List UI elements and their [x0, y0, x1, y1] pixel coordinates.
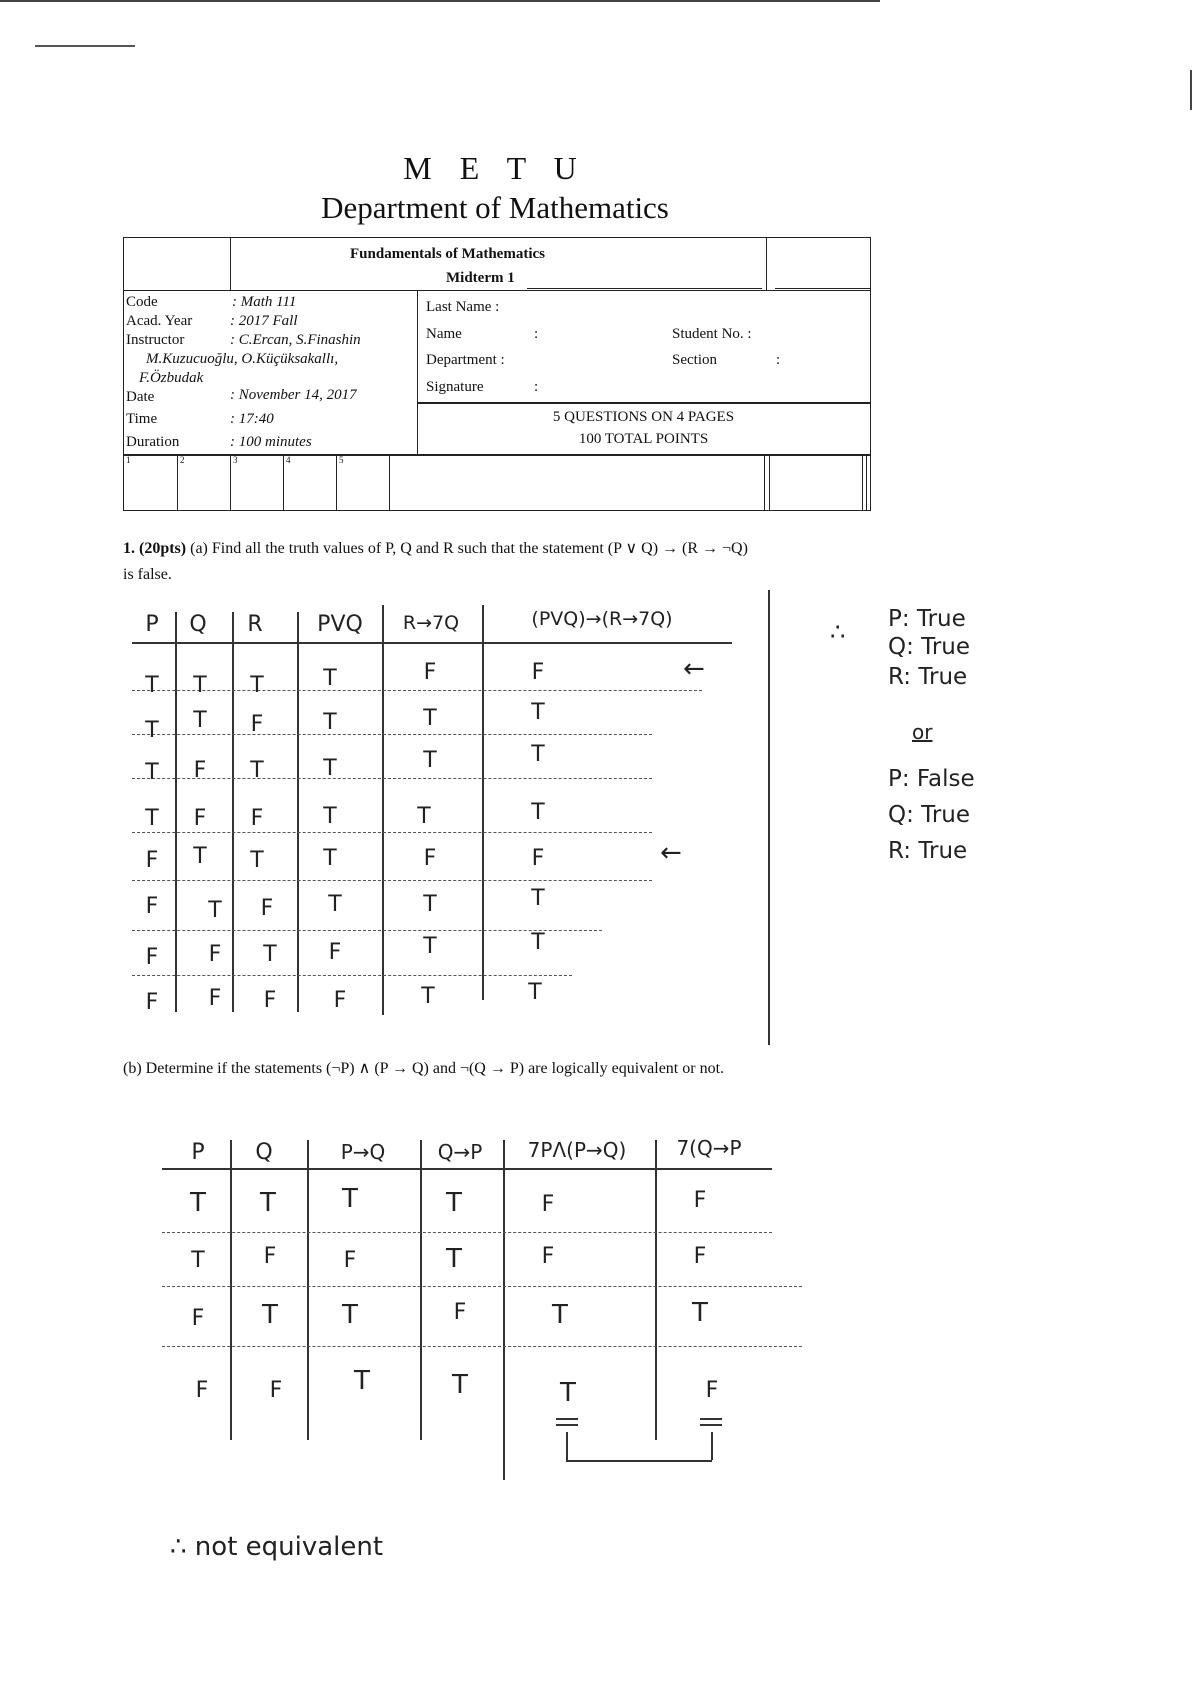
duration-label: Duration	[126, 434, 180, 450]
cell: T	[208, 898, 222, 923]
table-b-header: P	[191, 1140, 205, 1165]
cell: T	[531, 742, 545, 767]
cell: T	[560, 1378, 576, 1408]
cell: T	[145, 806, 159, 831]
lastname-label: Last Name :	[426, 299, 500, 315]
cell: F	[208, 986, 222, 1011]
cell: T	[452, 1370, 468, 1400]
or-label: or	[912, 720, 933, 744]
table-a-header: R	[247, 612, 263, 637]
cell: T	[262, 1300, 278, 1330]
duration-value: : 100 minutes	[230, 434, 312, 450]
instructor-value: : C.Ercan, S.Finashin	[230, 332, 361, 348]
instructor-label: Instructor	[126, 332, 185, 348]
department-title: Department of Mathematics	[321, 190, 669, 225]
cell: T	[193, 708, 207, 733]
table-b-header: Q→P	[437, 1140, 483, 1164]
section-colon: :	[776, 352, 781, 368]
column-line	[503, 1140, 505, 1480]
instructor-line2: M.Kuzucuoğlu, O.Küçüksakallı,	[146, 351, 339, 367]
cell: F	[705, 1378, 719, 1403]
conclusion: ∴ not equivalent	[170, 1532, 384, 1562]
questions-info: 5 QUESTIONS ON 4 PAGES	[552, 409, 735, 425]
cell: F	[541, 1244, 555, 1269]
table-a-header: PVQ	[317, 612, 363, 637]
cell: T	[531, 886, 545, 911]
cell: T	[417, 804, 431, 829]
cell: F	[343, 1248, 357, 1273]
column-line	[307, 1140, 309, 1440]
cell: T	[250, 848, 264, 873]
cell: T	[423, 748, 437, 773]
cell: T	[342, 1300, 358, 1330]
year-label: Acad. Year	[126, 313, 193, 329]
name-label: Name	[426, 326, 462, 342]
cell: F	[333, 988, 347, 1013]
table-a-header: (PVQ)→(R→7Q)	[531, 608, 673, 630]
points-info: 100 TOTAL POINTS	[578, 431, 709, 447]
cell: F	[260, 896, 274, 921]
cell: T	[423, 892, 437, 917]
cell: T	[342, 1184, 358, 1214]
cell: T	[354, 1366, 370, 1396]
column-line	[420, 1140, 422, 1440]
cell: F	[145, 894, 159, 919]
studentno-label: Student No. :	[672, 326, 752, 342]
cell: T	[328, 892, 342, 917]
cell: F	[145, 945, 159, 970]
answer-a-set2-line: P: False	[888, 766, 975, 792]
signature-colon: :	[534, 379, 539, 395]
double-underline	[556, 1424, 578, 1426]
cell: F	[193, 806, 207, 831]
double-underline	[700, 1418, 722, 1420]
double-underline	[556, 1418, 578, 1420]
cell: F	[541, 1192, 555, 1217]
arrow-icon: ←	[683, 654, 705, 684]
row-separator	[162, 1232, 772, 1233]
cell: F	[423, 846, 437, 871]
time-value: : 17:40	[230, 411, 274, 427]
cell: T	[446, 1188, 462, 1218]
code-label: Code	[126, 294, 158, 310]
answer-a-set1-line: Q: True	[888, 634, 971, 660]
table-a-header: R→7Q	[402, 612, 460, 634]
double-underline	[700, 1424, 722, 1426]
column-line	[230, 1140, 232, 1440]
cell: F	[423, 660, 437, 685]
cell: T	[552, 1300, 568, 1330]
name-colon: :	[534, 326, 539, 342]
table-b-header: Q	[255, 1140, 273, 1165]
cell: T	[323, 756, 337, 781]
section-label: Section	[672, 352, 717, 368]
score-box-label: 3	[233, 455, 238, 465]
cell: F	[250, 806, 264, 831]
signature-label: Signature	[426, 379, 484, 395]
cell: T	[250, 758, 264, 783]
cell: T	[193, 844, 207, 869]
cell: T	[145, 718, 159, 743]
date-label: Date	[126, 389, 155, 405]
answer-a-set1-line: R: True	[888, 664, 968, 690]
answer-a-set1-line: P: True	[888, 606, 966, 632]
column-line	[655, 1140, 657, 1440]
cell: T	[531, 800, 545, 825]
cell: F	[195, 1378, 209, 1403]
cell: F	[193, 758, 207, 783]
cell: F	[263, 988, 277, 1013]
cell: T	[446, 1244, 462, 1274]
table-b-header: 7(Q→P	[676, 1136, 742, 1160]
question-points: (20pts)	[139, 540, 187, 557]
cell: T	[423, 934, 437, 959]
cell: T	[323, 846, 337, 871]
part-a-line1: (a) Find all the truth values of P, Q and R such that the statement (P ∨ Q) → (R → ¬Q)	[190, 540, 748, 557]
cell: F	[263, 1244, 277, 1269]
cell: F	[269, 1378, 283, 1403]
cell: F	[250, 712, 264, 737]
table-a-header: P	[145, 612, 159, 637]
cell: T	[323, 804, 337, 829]
cell: T	[193, 673, 207, 698]
time-label: Time	[126, 411, 158, 427]
cell: F	[531, 846, 545, 871]
table-a-header: Q	[189, 612, 207, 637]
code-value: : Math 111	[232, 294, 297, 310]
cell: F	[145, 990, 159, 1015]
cell: T	[190, 1188, 206, 1218]
cell: T	[323, 666, 337, 691]
cell: T	[421, 984, 435, 1009]
date-value: : November 14, 2017	[230, 387, 357, 403]
cell: T	[250, 673, 264, 698]
exam-title: Midterm 1	[446, 270, 515, 286]
cell: T	[145, 760, 159, 785]
cell: F	[531, 660, 545, 685]
cell: F	[208, 942, 222, 967]
cell: T	[531, 930, 545, 955]
cell: F	[191, 1306, 205, 1331]
cell: T	[423, 706, 437, 731]
table-b-header-rule	[162, 1168, 772, 1170]
therefore-symbol: ∴	[830, 618, 846, 646]
course-title: Fundamentals of Mathematics	[350, 246, 545, 262]
part-a-line2: is false.	[123, 566, 172, 583]
table-b-header: 7PΛ(P→Q)	[527, 1138, 627, 1162]
cell: F	[145, 848, 159, 873]
cell: T	[145, 673, 159, 698]
instructor-line3: F.Özbudak	[139, 370, 204, 386]
cell: T	[260, 1188, 276, 1218]
cell: T	[323, 710, 337, 735]
cell: F	[328, 940, 342, 965]
arrow-icon: ←	[660, 838, 682, 868]
row-separator	[162, 1346, 802, 1347]
cell: T	[528, 980, 542, 1005]
question-number: 1.	[123, 540, 135, 557]
score-box-label: 2	[180, 455, 185, 465]
bracket	[566, 1432, 568, 1460]
row-separator	[162, 1286, 802, 1287]
cell: T	[263, 942, 277, 967]
bracket	[566, 1460, 712, 1462]
part-b-text: (b) Determine if the statements (¬P) ∧ (P → Q) and ¬(Q → P) are logically equivalent or not.	[123, 1060, 725, 1077]
bracket	[711, 1432, 713, 1460]
score-box-label: 1	[126, 455, 131, 465]
cell: F	[693, 1244, 707, 1269]
cell: T	[531, 700, 545, 725]
department-label: Department :	[426, 352, 505, 368]
score-box-label: 5	[339, 455, 344, 465]
cell: F	[453, 1300, 467, 1325]
year-value: : 2017 Fall	[230, 313, 298, 329]
table-b-header: P→Q	[340, 1140, 386, 1164]
answer-a-set2-line: Q: True	[888, 802, 971, 828]
university-title: M E T U	[403, 150, 587, 186]
cell: F	[693, 1188, 707, 1213]
answer-a-set2-line: R: True	[888, 838, 968, 864]
cell: T	[692, 1298, 708, 1328]
score-box-label: 4	[286, 455, 291, 465]
cell: T	[191, 1248, 205, 1273]
